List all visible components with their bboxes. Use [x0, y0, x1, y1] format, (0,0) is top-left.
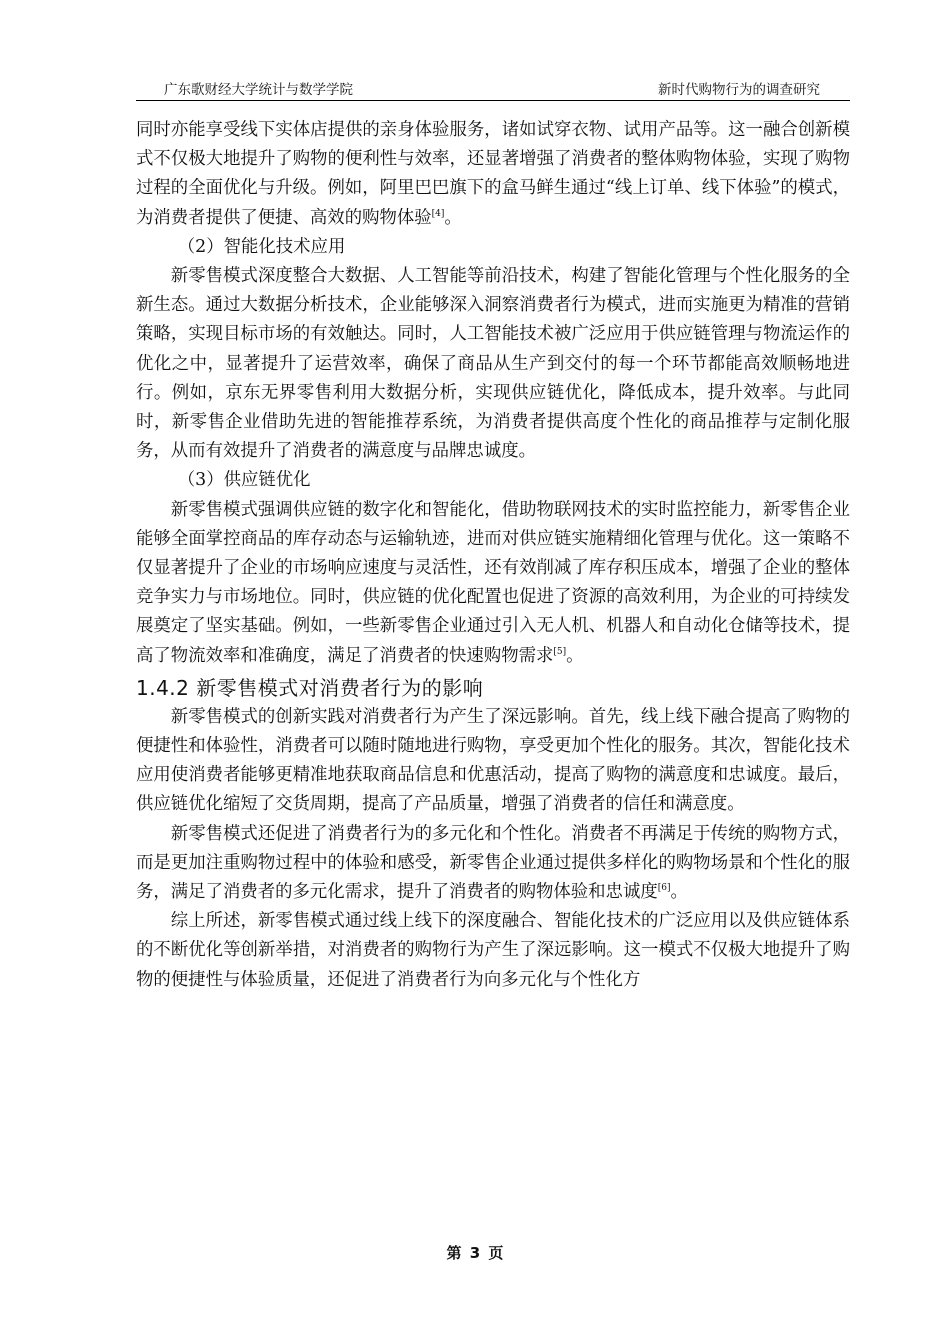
paragraph-smart-tech: 新零售模式深度整合大数据、人工智能等前沿技术，构建了智能化管理与个性化服务的全新生态。通过大数据分析技术，企业能够深入洞察消费者行为模式，进而实施更为精准的营销策略，实现目标市场的有效触达。同时，人工智能技术被广泛应用于供应链管理与物流运作的优化之中，显著提升了运营效率，确保了商品从生产到交付的每一个环节都能高效顺畅地进行。例如，京东无界零售利用大数据分析，实现供应链优化，降低成本，提升效率。与此同时，新零售企业借助先进的智能推荐系统，为消费者提供高度个性化的商品推荐与定制化服务，从而有效提升了消费者的满意度与品牌忠诚度。: [136, 266, 850, 462]
paragraph-text: 新零售模式强调供应链的数字化和智能化，借助物联网技术的实时监控能力，新零售企业能够全面掌控商品的库存动态与运输轨迹，进而对供应链实施精细化管理与优化。这一策略不仅显著提升了企业的市场响应速度与灵活性，还有效削减了库存积压成本，增强了企业的整体竞争实力与市场地位。同时，供应链的优化配置也促进了资源的高效利用，为企业的可持续发展奠定了坚实基础。例如，一些新零售企业通过引入无人机、机器人和自动化仓储等技术，提高了物流效率和准确度，满足了消费者的快速购物需求: [136, 499, 850, 666]
page-header: [136, 70, 850, 101]
paragraph-text: 新零售模式还促进了消费者行为的多元化和个性化。消费者不再满足于传统的购物方式，而是更加注重购物过程中的体验和感受，新零售企业通过提供多样化的购物场景和个性化的服务，满足了消费者的多元化需求，提升了消费者的购物体验和忠诚度: [136, 823, 850, 903]
page-body: [136, 116, 850, 995]
paragraph-diversification: [136, 820, 850, 908]
paragraph-end: 。: [444, 207, 462, 228]
paragraph-supply-chain: [136, 496, 850, 671]
paragraph-end: 。: [670, 882, 688, 903]
header-document-title: 新时代购物行为的调查研究: [658, 82, 820, 98]
paragraph-text: 同时亦能享受线下实体店提供的亲身体验服务，诸如试穿衣物、试用产品等。这一融合创新模式不仅极大地提升了购物的便利性与效率，还显著增强了消费者的整体购物体验，实现了购物过程的全面优化与升级。例如，阿里巴巴旗下的盒马鲜生通过“线上订单、线下体验”的模式，为消费者提供了便捷、高效的购物体验: [136, 120, 850, 228]
header-institution: 广东歌财经大学统计与数学学院: [164, 82, 353, 98]
citation-ref: [5]: [553, 646, 567, 657]
subheading-smart-tech: （2）智能化技术应用: [177, 236, 346, 257]
section-heading: 1.4.2 新零售模式对消费者行为的影响: [136, 675, 484, 700]
subheading-supply-chain: （3）供应链优化: [177, 470, 311, 491]
paragraph-impact: 新零售模式的创新实践对消费者行为产生了深远影响。首先，线上线下融合提高了购物的便捷性和体验性，消费者可以随时随地进行购物，享受更加个性化的服务。其次，智能化技术应用使消费者能够更精准地获取商品信息和优惠活动，提高了购物的满意度和忠诚度。最后，供应链优化缩短了交货周期，提高了产品质量，增强了消费者的信任和满意度。: [136, 706, 850, 815]
paragraph-summary: 综上所述，新零售模式通过线上线下的深度融合、智能化技术的广泛应用以及供应链体系的不断优化等创新举措，对消费者的购物行为产生了深远影响。这一模式不仅极大地提升了购物的便捷性与体验质量，还促进了消费者行为向多元化与个性化方: [136, 911, 850, 990]
paragraph-end: 。: [566, 645, 584, 666]
citation-ref: [4]: [431, 208, 445, 219]
paragraph-online-offline-continued: [136, 116, 850, 233]
citation-ref: [6]: [657, 883, 671, 894]
page-number: 第 3 页: [446, 1244, 504, 1262]
